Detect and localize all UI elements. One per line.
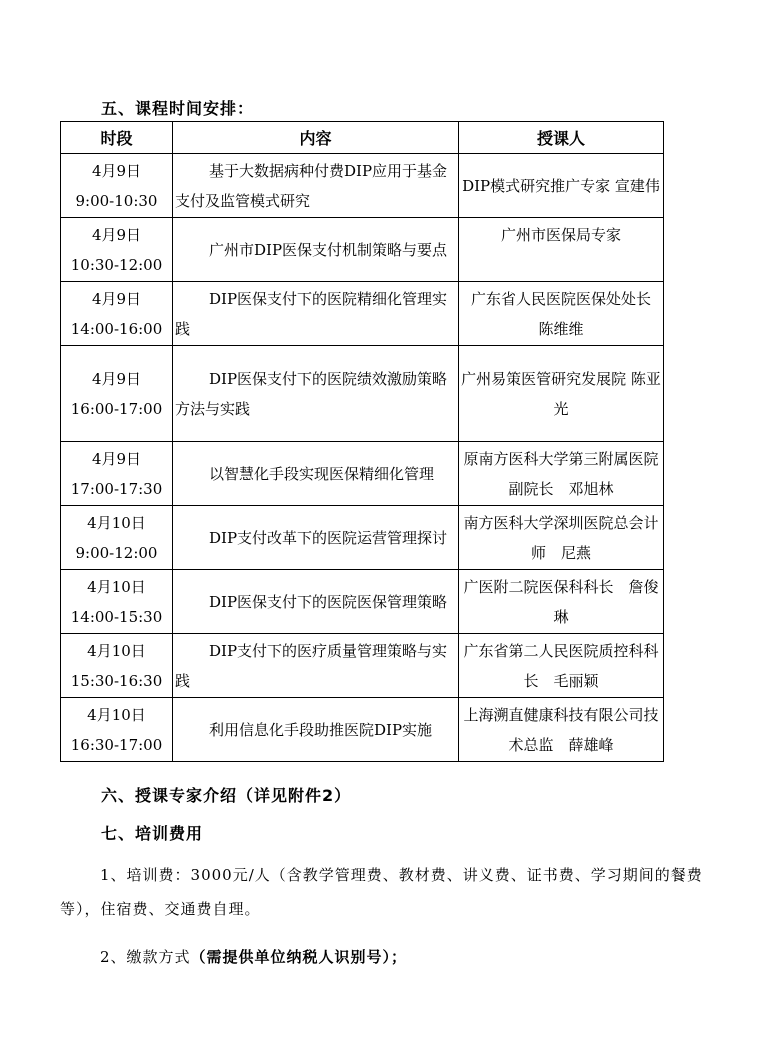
time-cell	[61, 154, 173, 218]
time-text: 16:30-17:00	[70, 735, 163, 754]
date-text: 4月9日	[91, 449, 142, 468]
date-text: 4月10日	[87, 513, 146, 532]
table-row	[61, 634, 664, 698]
table-row	[61, 154, 664, 218]
payment-method-note: （需提供单位纳税人识别号）；	[190, 948, 408, 966]
content-text: 利用信息化手段助推医院DIP实施	[209, 720, 433, 739]
content-cell	[173, 346, 459, 442]
teacher-cell: 南方医科大学深圳医院总会计师 尼燕	[459, 506, 664, 570]
time-text: 16:00-17:00	[70, 399, 163, 418]
teacher-cell: 广州市医保局专家	[459, 218, 664, 282]
date-text: 4月9日	[91, 289, 142, 308]
payment-method-paragraph	[100, 940, 750, 974]
header-teacher: 授课人	[459, 122, 664, 154]
content-text: DIP医保支付下的医院精细化管理实践	[175, 289, 448, 338]
section-7-heading: 七、培训费用	[101, 824, 204, 843]
content-cell	[173, 698, 459, 762]
content-text: 以智慧化手段实现医保精细化管理	[209, 464, 435, 483]
date-text: 4月10日	[87, 705, 146, 724]
table-row	[61, 346, 664, 442]
table-row	[61, 442, 664, 506]
time-text: 17:00-17:30	[70, 479, 163, 498]
content-cell	[173, 634, 459, 698]
date-text: 4月10日	[87, 577, 146, 596]
content-cell	[173, 570, 459, 634]
table-row	[61, 506, 664, 570]
date-text: 4月10日	[87, 641, 146, 660]
date-text: 4月9日	[91, 161, 142, 180]
teacher-cell: 广州易策医管研究发展院 陈亚光	[459, 346, 664, 442]
table-row	[61, 570, 664, 634]
table-row	[61, 282, 664, 346]
time-text: 9:00-10:30	[75, 191, 158, 210]
time-cell	[61, 282, 173, 346]
time-cell	[61, 634, 173, 698]
teacher-cell: DIP模式研究推广专家 宣建伟	[459, 154, 664, 218]
section-5-heading: 五、课程时间安排：	[101, 99, 255, 118]
date-text: 4月9日	[91, 369, 142, 388]
time-cell	[61, 346, 173, 442]
content-text: 基于大数据病种付费DIP应用于基金支付及监管模式研究	[175, 161, 448, 210]
time-cell	[61, 218, 173, 282]
time-cell	[61, 698, 173, 762]
teacher-cell: 广医附二院医保科科长 詹俊琳	[459, 570, 664, 634]
table-row	[61, 218, 664, 282]
header-time: 时段	[61, 122, 173, 154]
teacher-cell: 广东省人民医院医保处处长 陈维维	[459, 282, 664, 346]
time-text: 14:00-16:00	[70, 319, 163, 338]
time-text: 15:30-16:30	[70, 671, 163, 690]
payment-method-label: 2、缴款方式	[100, 948, 191, 966]
date-text: 4月9日	[91, 225, 142, 244]
time-text: 14:00-15:30	[70, 607, 163, 626]
teacher-cell: 原南方医科大学第三附属医院副院长 邓旭林	[459, 442, 664, 506]
content-text: DIP医保支付下的医院医保管理策略	[209, 592, 448, 611]
content-text: DIP支付下的医疗质量管理策略与实践	[175, 641, 448, 690]
time-text: 9:00-12:00	[75, 543, 158, 562]
time-cell	[61, 570, 173, 634]
teacher-cell: 上海溯直健康科技有限公司技术总监 薛雄峰	[459, 698, 664, 762]
table-row	[61, 698, 664, 762]
content-cell	[173, 218, 459, 282]
table-header-row	[61, 122, 664, 154]
section-6-heading: 六、授课专家介绍（详见附件2）	[101, 786, 352, 805]
schedule-table	[60, 121, 667, 762]
time-cell	[61, 506, 173, 570]
training-fee-paragraph: 1、培训费：3000元/人（含教学管理费、教材费、讲义费、证书费、学习期间的餐费等），住宿费、交通费自理。	[60, 866, 703, 918]
teacher-cell: 广东省第二人民医院质控科科长 毛丽颖	[459, 634, 664, 698]
content-cell	[173, 154, 459, 218]
content-cell	[173, 442, 459, 506]
time-text: 10:30-12:00	[70, 255, 163, 274]
content-cell	[173, 282, 459, 346]
content-text: DIP医保支付下的医院绩效激励策略方法与实践	[175, 369, 448, 418]
content-cell	[173, 506, 459, 570]
header-content: 内容	[173, 122, 459, 154]
content-text: 广州市DIP医保支付机制策略与要点	[209, 240, 448, 259]
content-text: DIP支付改革下的医院运营管理探讨	[209, 528, 448, 547]
time-cell	[61, 442, 173, 506]
